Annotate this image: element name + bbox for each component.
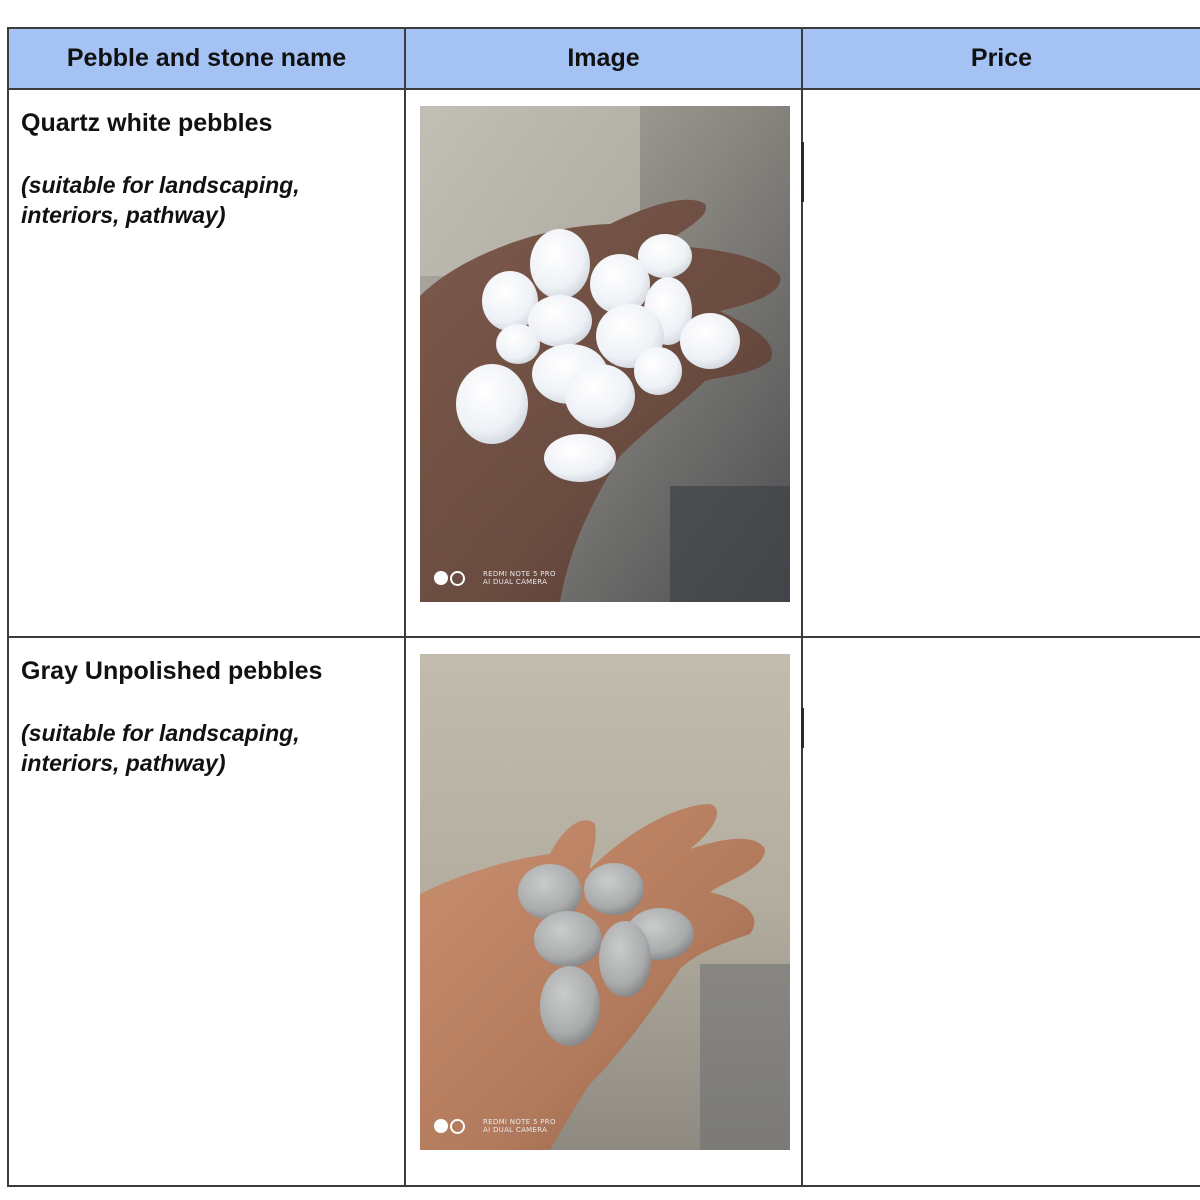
camera-watermark — [434, 1118, 556, 1134]
stone-description — [21, 170, 392, 230]
stone-description-line1: (suitable for landscaping, — [21, 172, 300, 198]
stone-name: Gray Unpolished pebbles — [21, 657, 323, 685]
header-name: Pebble and stone name — [8, 28, 405, 89]
stone-description-line2: interiors, pathway) — [21, 202, 226, 228]
watermark-line1: REDMI NOTE 5 PRO — [483, 570, 556, 578]
stone-name: Quartz white pebbles — [21, 109, 273, 137]
quartz-white-pebbles-photo — [420, 106, 790, 602]
camera-watermark — [434, 570, 556, 586]
watermark-ring-icon — [450, 571, 465, 586]
stone-image-cell — [405, 89, 802, 637]
price-cell-artifact — [801, 708, 804, 748]
watermark-text — [483, 1118, 556, 1134]
stone-name-cell — [8, 89, 405, 637]
watermark-ring-icon — [450, 1119, 465, 1134]
price-cell — [802, 637, 1200, 1186]
watermark-dot-icon — [434, 571, 448, 585]
header-image: Image — [405, 28, 802, 89]
gray-unpolished-pebbles-photo — [420, 654, 790, 1150]
watermark-dot-icon — [434, 1119, 448, 1133]
stone-description-line2: interiors, pathway) — [21, 750, 226, 776]
table-row — [8, 89, 1200, 637]
watermark-line2: AI DUAL CAMERA — [483, 1126, 548, 1134]
stone-description-line1: (suitable for landscaping, — [21, 720, 300, 746]
table-row — [8, 637, 1200, 1186]
price-cell-artifact — [801, 142, 804, 202]
pebble-price-table-container — [7, 27, 1200, 1153]
header-row — [8, 28, 1200, 89]
header-price: Price — [802, 28, 1200, 89]
price-cell — [802, 89, 1200, 637]
watermark-line1: REDMI NOTE 5 PRO — [483, 1118, 556, 1126]
watermark-line2: AI DUAL CAMERA — [483, 578, 548, 586]
pebble-price-table — [7, 27, 1200, 1187]
watermark-text — [483, 570, 556, 586]
stone-name-cell — [8, 637, 405, 1186]
stone-image-cell — [405, 637, 802, 1186]
stone-description — [21, 718, 392, 778]
